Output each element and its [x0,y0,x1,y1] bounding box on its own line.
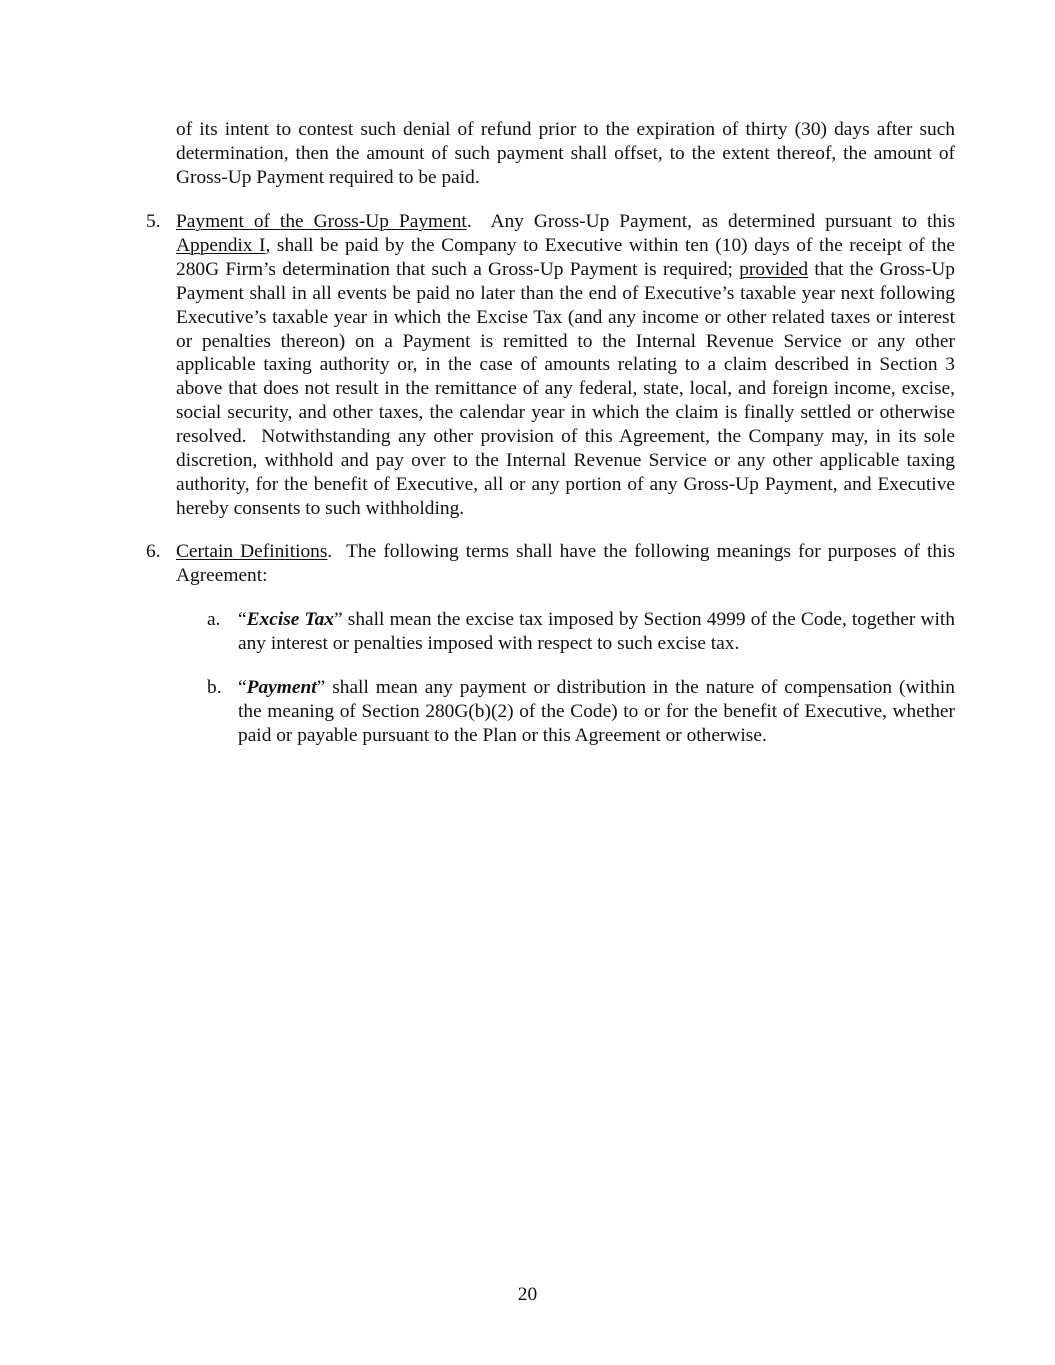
section-5-text-a: Any Gross-Up Payment, as determined pursuant to this [471,211,959,232]
section-6-number: 6. [146,541,161,562]
section-5-number: 5. [146,211,161,232]
section-5-body [176,210,960,521]
section-6-heading: Certain Definitions [176,541,328,562]
definition-a-open-quote: “ [238,609,247,630]
definition-b-text: ” shall mean any payment or distribution in the nature of compensation (within the meaning of Section 280G(b)(2) of the Code) to or for the benefit of Executive, whether paid or payable pursuant to the Plan or this Agreement or otherwise. [238,677,955,746]
section-6-text: . The following terms shall have the following meanings for purposes of this Agreement: [176,541,959,586]
definition-a-body [238,608,955,656]
definition-b-term: Payment [246,677,317,698]
section-6-body [176,540,959,588]
continuation-paragraph [176,118,955,190]
definition-a-letter: a. [207,609,221,630]
definition-payment [207,676,955,748]
definition-a-text: ” shall mean the excise tax imposed by Section 4999 of the Code, together with any interest or penalties imposed with respect to such excise tax. [238,609,956,654]
section-5 [146,210,960,521]
appendix-link: Appendix I [176,234,266,256]
section-6 [146,540,959,588]
definition-b-letter: b. [207,677,222,698]
definition-excise-tax [207,608,955,656]
page-number: 20 [517,1284,538,1305]
provided-term: provided [739,258,809,280]
section-5-heading-period: . [466,211,472,232]
definition-b-body [238,676,955,748]
definition-b-open-quote: “ [238,677,247,698]
definition-a-term: Excise Tax [246,609,335,630]
section-5-text-c: that the Gross-Up Payment shall in all events be paid no later than the end of Executive’s taxable year next following Executive’s taxable year in which the Excise Tax (and any income or other related taxes or interest or penalties thereon) on a Payment is remitted to the Internal Revenue Service or any other applicable taxing authority or, in the case of amounts relating to a claim described in Section 3 above that does not result in the remittance of any federal, state, local, and foreign income, excise, social security, and other taxes, the calendar year in which the claim is finally settled or otherwise resolved. Notwithstanding any other provision of this Agreement, the Company may, in its sole discretion, withhold and pay over to the Internal Revenue Service or any other applicable taxing authority, for the benefit of Executive, all or any portion of any Gross-Up Payment, and Executive hereby consents to such withholding. [176,258,960,519]
continuation-text: of its intent to contest such denial of refund prior to the expiration of thirty (30) days after such determination, then the amount of such payment shall offset, to the extent thereof, the amount of Gross-Up Payment required to be paid. [176,119,955,188]
section-5-heading: Payment of the Gross-Up Payment [176,211,467,232]
section-5-text-b: , shall be paid by the Company to Executive within ten (10) days of the receipt of the 280G Firm’s determination that such a Gross-Up Payment is required; [176,234,956,280]
